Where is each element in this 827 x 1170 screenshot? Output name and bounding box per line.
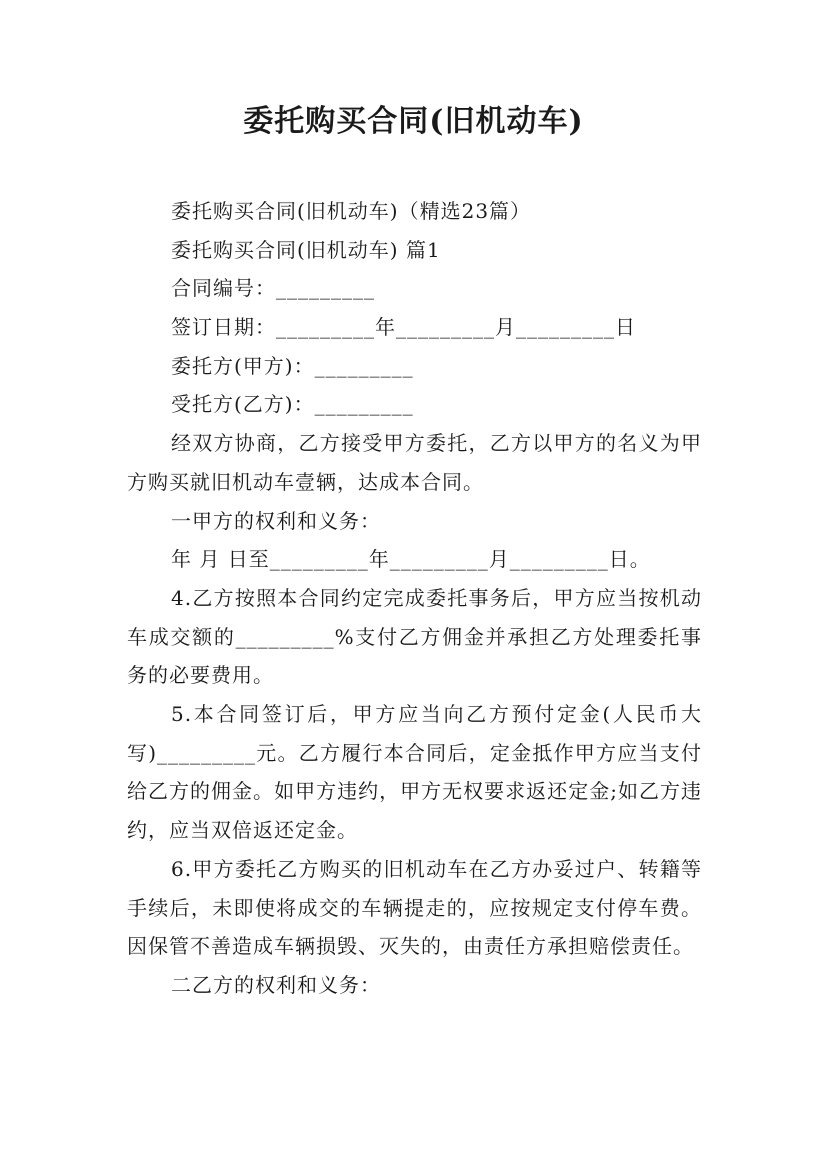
section-two-heading: 二乙方的权利和义务： bbox=[171, 972, 381, 997]
clause-4: 4.乙方按照本合同约定完成委托事务后，甲方应当按机动车成交额的_________%支付乙方佣金并承担乙方处理委托事务的必要费用。 bbox=[127, 585, 702, 688]
party-a-line: 委托方(甲方)：_________ bbox=[171, 353, 414, 378]
section-one-heading: 一甲方的权利和义务： bbox=[171, 508, 381, 533]
subtitle-line: 委托购买合同(旧机动车)（精选23篇） bbox=[171, 199, 532, 223]
article-heading: 委托购买合同(旧机动车) 篇1 bbox=[171, 237, 441, 262]
party-b-line: 受托方(乙方)：_________ bbox=[171, 392, 414, 417]
date-range-line: 年 月 日至_________年_________月_________日。 bbox=[171, 547, 651, 572]
clause-5: 5.本合同签订后，甲方应当向乙方预付定金(人民币大写)_________元。乙方履行本合同后，定金抵作甲方应当支付给乙方的佣金。如甲方违约，甲方无权要求返还定金;如乙方违约，应当双倍返还定金。 bbox=[127, 702, 702, 843]
signing-date-line: 签订日期：_________年_________月_________日 bbox=[171, 315, 636, 340]
clause-6: 6.甲方委托乙方购买的旧机动车在乙方办妥过户、转籍等手续后，未即使将成交的车辆提走的，应按规定支付停车费。因保管不善造成车辆损毁、灭失的，由责任方承担赔偿责任。 bbox=[127, 856, 702, 959]
contract-number-line: 合同编号：_________ bbox=[171, 276, 375, 301]
agreement-paragraph: 经双方协商，乙方接受甲方委托，乙方以甲方的名义为甲方购买就旧机动车壹辆，达成本合同。 bbox=[127, 431, 702, 494]
document-title: 委托购买合同(旧机动车) bbox=[243, 104, 584, 139]
document-body bbox=[127, 192, 702, 1005]
